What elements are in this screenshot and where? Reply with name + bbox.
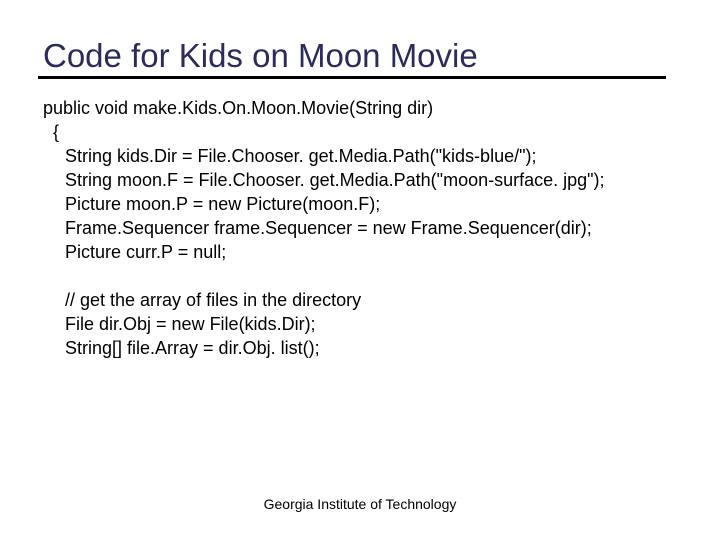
code-line: File dir.Obj = new File(kids.Dir); [65, 314, 316, 334]
slide-footer: Georgia Institute of Technology [263, 496, 457, 512]
code-line: Picture curr.P = null; [65, 242, 227, 262]
code-line: String kids.Dir = File.Chooser. get.Media.Path("kids-blue/"); [65, 146, 537, 166]
code-block [43, 96, 703, 360]
code-comment: // get the array of files in the directory [65, 290, 362, 310]
method-signature: public void make.Kids.On.Moon.Movie(String dir) [43, 98, 434, 118]
title-underline [38, 76, 666, 79]
code-line: String[] file.Array = dir.Obj. list(); [65, 338, 320, 358]
slide-title: Code for Kids on Moon Movie [43, 37, 478, 74]
code-line: String moon.F = File.Chooser. get.Media.Path("moon-surface. jpg"); [65, 170, 605, 190]
code-line: Picture moon.P = new Picture(moon.F); [65, 194, 381, 214]
open-brace: { [53, 122, 60, 142]
code-line: Frame.Sequencer frame.Sequencer = new Frame.Sequencer(dir); [65, 218, 592, 238]
blank-line [43, 264, 703, 288]
